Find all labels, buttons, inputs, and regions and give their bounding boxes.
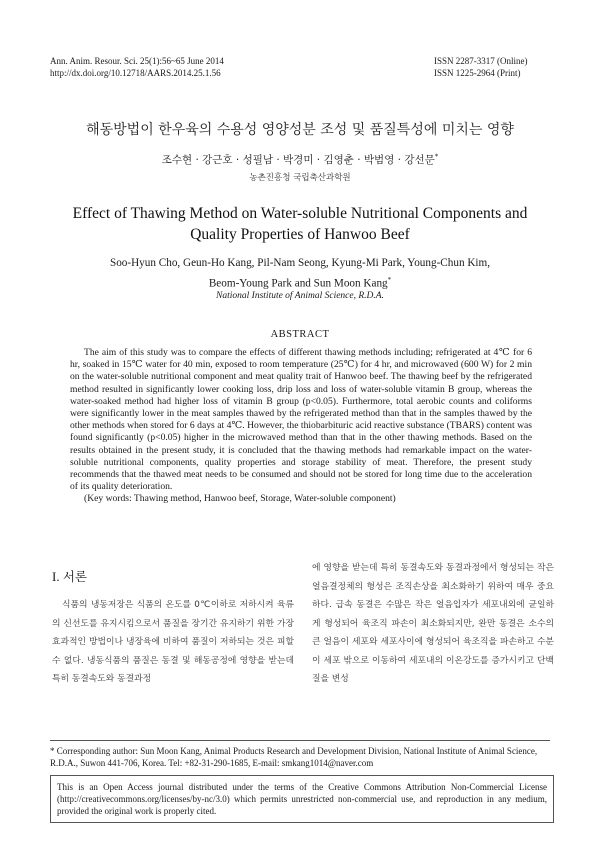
english-title: [40, 203, 560, 245]
section-heading: [52, 567, 87, 585]
korean-affiliation: 농촌진흥청 국립축산과학원: [249, 173, 351, 183]
abstract-text: The aim of this study was to compare the effects of different thawing methods including; refrigerated at 4℃ for 6 hr, soaked in 15℃ water for 40 min, exposed to room temperature (25℃) for 4 hr, and microwaved (600 W) for 2 min on the water-soluble nutritional component and meat quality trait of Hanwoo beef. The thawing beef by the refrigerated method resulted in significantly lower cooking loss, drip loss and loss of water-soluble vitamin B group, whereas the water-soaked method had higher loss of vitamin B group (p<0.05). Furthermore, total aerobic counts and coliforms were significantly lower in the meat samples thawed by the refrigerated method than that in the samples thawed by the other methods when stored for 6 days at 4℃. However, the thiobarbituric acid reactive substance (TBARS) content was found significantly (p<0.05) higher in the microwaved method than that in the other thawing methods. Based on the results obtained in the present study, it is concluded that the thawing methods had remarkable impact on the water-soluble nutritional components, quality properties and storage stability of meat. Therefore, the present study recommends that the thawed meat needs to be consumed and should not be stored for long time due to the acceleration of its quality deterioration.: [70, 347, 532, 493]
journal-citation: Ann. Anim. Resour. Sci. 25(1):56~65 June 2014: [50, 56, 224, 66]
english-authors-line-1: Soo-Hyun Cho, Geun-Ho Kang, Pil-Nam Seong, Kyung-Mi Park, Young-Chun Kim,: [109, 257, 491, 269]
section-title: 서론: [62, 569, 87, 584]
korean-author-list: 조수현 · 강근호 · 성필남 · 박경미 · 김영춘 · 박범영 · 강선문: [161, 154, 435, 166]
doi-link[interactable]: http://dx.doi.org/10.12718/AARS.2014.25.1.56: [50, 67, 221, 78]
keywords: (Key words: Thawing method, Hanwoo beef, Storage, Water-soluble component): [84, 493, 396, 505]
section-number: I.: [52, 569, 60, 584]
english-title-line-2: Quality Properties of Hanwoo Beef: [190, 226, 410, 243]
abstract-body: [70, 347, 532, 506]
abstract-heading: ABSTRACT: [270, 329, 330, 340]
korean-title: 해동방법이 한우육의 수용성 영양성분 조성 및 품질특성에 미치는 영향: [86, 122, 514, 138]
issn-online: ISSN 2287-3317 (Online): [434, 56, 528, 66]
english-authors-line-2: Beom-Young Park and Sun Moon Kang: [208, 277, 388, 290]
journal-header: [50, 56, 224, 79]
license-box: This is an Open Access journal distributed under the terms of the Creative Commons Attribution Non-Commercial License (http://creativecommons.org/licenses/by-nc/3.0) which permits unrestricted non-commercial use, and reproduction in any medium, provided the original work is properly cited.: [50, 775, 554, 823]
issn-block: [434, 56, 528, 79]
footnote-divider: [50, 740, 550, 741]
english-authors: [60, 255, 540, 293]
korean-authors: 조수현 · 강근호 · 성필남 · 박경미 · 김영춘 · 박범영 · 강선문*: [161, 152, 439, 166]
english-affiliation: National Institute of Animal Science, R.D.A.: [216, 291, 384, 301]
english-title-line-1: Effect of Thawing Method on Water-soluble Nutritional Components and: [72, 205, 528, 222]
intro-right-column: 에 영향을 받는데 특히 동결속도와 동결과정에서 형성되는 작은 얼음결정체의 형성은 조직손상을 최소화하기 위하여 매우 중요하다. 급속 동결은 수많은 작은 얼음입자가 세포내외에 균일하게 형성되어 육조직 파손이 최소화되지만, 완만 동결은 소수의 큰 얼음이 세포와 세포사이에 형성되어 육조직을 파손하고 수분이 세포 밖으로 이동하여 세포내의 이온강도를 증가시키고 단백질을 변성: [312, 563, 554, 684]
issn-print: ISSN 1225-2964 (Print): [434, 67, 521, 78]
corresponding-author-footnote: * Corresponding author: Sun Moon Kang, Animal Products Research and Development Division, National Institute of Animal Science, R.D.A., Suwon 441-706, Korea. Tel: +82-31-290-1685, E-mail: smkang1014@naver.com: [50, 746, 538, 768]
english-authors-line-2-wrap: Beom-Young Park and Sun Moon Kang*: [208, 276, 392, 290]
intro-left-column: 식품의 냉동저장은 식품의 온도를 0℃이하로 저하시켜 육류의 신선도를 유지시킴으로서 품질을 장기간 유지하기 위한 가장 효과적인 방법이나 냉장육에 비하여 품질이 저하되는 것은 피할 수 없다. 냉동식품의 품질은 동결 및 해동공정에 영향을 받는데 특히 동결속도와 동결과정: [52, 600, 294, 684]
